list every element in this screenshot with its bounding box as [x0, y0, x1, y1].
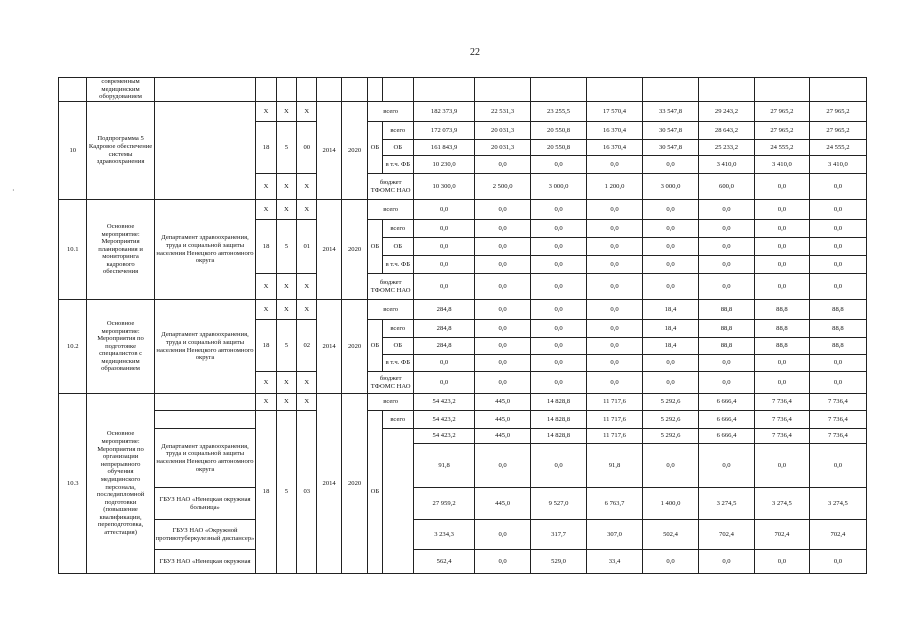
- value-cell: 25 233,2: [698, 140, 754, 156]
- value-cell: 24 555,2: [754, 140, 809, 156]
- blank-cell: [414, 78, 475, 102]
- value-cell: 27 959,2: [414, 488, 475, 520]
- value-cell: 6 763,7: [587, 488, 643, 520]
- value-cell: 7 736,4: [754, 394, 809, 411]
- value-cell: 0,0: [414, 372, 475, 394]
- value-cell: 0,0: [754, 274, 809, 300]
- x-mark: X: [297, 372, 317, 394]
- value-cell: 0,0: [754, 220, 809, 238]
- value-cell: 0,0: [698, 355, 754, 372]
- value-cell: 0,0: [475, 338, 531, 355]
- value-cell: 88,8: [754, 300, 809, 320]
- value-cell: 0,0: [531, 274, 587, 300]
- code-cell: 18: [256, 220, 276, 274]
- value-cell: 88,8: [809, 320, 866, 338]
- value-cell: 0,0: [754, 174, 809, 200]
- value-cell: 0,0: [531, 156, 587, 174]
- value-cell: 30 547,8: [643, 140, 699, 156]
- value-cell: 0,0: [475, 256, 531, 274]
- ob-label: ОБ: [368, 220, 382, 274]
- value-cell: 529,0: [531, 550, 587, 574]
- value-cell: 284,8: [414, 320, 475, 338]
- value-cell: 284,8: [414, 338, 475, 355]
- value-cell: 0,0: [643, 372, 699, 394]
- x-mark: X: [297, 394, 317, 411]
- row-number: 10.2: [59, 300, 87, 394]
- executor-cell: Департамент здравоохранения, труда и социальной защиты населения Ненецкого автономного округа: [154, 200, 256, 300]
- value-cell: 33,4: [587, 550, 643, 574]
- x-mark: X: [276, 102, 296, 122]
- value-cell: 22 531,3: [475, 102, 531, 122]
- value-cell: 3 274,5: [809, 488, 866, 520]
- value-cell: 88,8: [809, 338, 866, 355]
- blank-cell: [154, 78, 256, 102]
- value-cell: 0,0: [698, 256, 754, 274]
- x-mark: X: [276, 274, 296, 300]
- value-cell: 0,0: [754, 444, 809, 488]
- value-cell: 702,4: [809, 520, 866, 550]
- x-mark: X: [276, 174, 296, 200]
- value-cell: 0,0: [809, 274, 866, 300]
- blank-cell: [382, 429, 414, 574]
- code-cell: 5: [276, 411, 296, 574]
- value-cell: 9 527,0: [531, 488, 587, 520]
- value-cell: 14 828,8: [531, 411, 587, 429]
- value-cell: 0,0: [643, 156, 699, 174]
- value-cell: 0,0: [643, 220, 699, 238]
- value-cell: 0,0: [754, 200, 809, 220]
- code-cell: 02: [297, 320, 317, 372]
- value-cell: 0,0: [643, 550, 699, 574]
- value-cell: 0,0: [414, 256, 475, 274]
- row-number: 10: [59, 102, 87, 200]
- x-mark: X: [297, 102, 317, 122]
- x-mark: X: [297, 200, 317, 220]
- value-cell: 445,0: [475, 488, 531, 520]
- blank-cell: [754, 78, 809, 102]
- value-cell: 172 073,9: [414, 122, 475, 140]
- blank-cell: [809, 78, 866, 102]
- source-label: бюджет ТФОМС НАО: [368, 372, 414, 394]
- executor-cell: ГБУЗ НАО «Окружной противотуберкулезный диспансер»: [154, 520, 256, 550]
- value-cell: 0,0: [587, 338, 643, 355]
- value-cell: 0,0: [531, 300, 587, 320]
- x-mark: X: [276, 300, 296, 320]
- row-number: 10.3: [59, 394, 87, 574]
- value-cell: 0,0: [475, 200, 531, 220]
- value-cell: 0,0: [809, 174, 866, 200]
- value-cell: 3 410,0: [698, 156, 754, 174]
- x-mark: X: [256, 200, 276, 220]
- value-cell: 0,0: [754, 238, 809, 256]
- value-cell: 0,0: [754, 372, 809, 394]
- value-cell: 0,0: [475, 372, 531, 394]
- code-cell: 00: [297, 122, 317, 174]
- table-row: [59, 550, 867, 574]
- value-cell: 562,4: [414, 550, 475, 574]
- row-name-cell: Основное мероприятие: Мероприятия по организации непрерывного обучения медицинского персонала, последипломной подготовки (повышение квалификации, переподготовка, аттестация): [87, 394, 154, 574]
- value-cell: 0,0: [809, 444, 866, 488]
- value-cell: 0,0: [809, 372, 866, 394]
- value-cell: 0,0: [531, 220, 587, 238]
- table-row: [59, 520, 867, 550]
- value-cell: 11 717,6: [587, 394, 643, 411]
- code-cell: 18: [256, 122, 276, 174]
- executor-cell: [154, 102, 256, 200]
- code-cell: 01: [297, 220, 317, 274]
- value-cell: 3 410,0: [809, 156, 866, 174]
- value-cell: 0,0: [414, 238, 475, 256]
- value-cell: 0,0: [475, 444, 531, 488]
- code-cell: 18: [256, 411, 276, 574]
- value-cell: 0,0: [531, 444, 587, 488]
- value-cell: 0,0: [698, 372, 754, 394]
- code-cell: 5: [276, 122, 296, 174]
- blank-cell: [382, 78, 414, 102]
- value-cell: 0,0: [587, 220, 643, 238]
- year-start: 2014: [317, 102, 341, 200]
- value-cell: 0,0: [754, 550, 809, 574]
- source-label: в т.ч. ФБ: [382, 355, 414, 372]
- executor-cell: Департамент здравоохранения, труда и социальной защиты населения Ненецкого автономного округа: [154, 300, 256, 394]
- value-cell: 317,7: [531, 520, 587, 550]
- value-cell: 0,0: [414, 355, 475, 372]
- value-cell: 6 666,4: [698, 429, 754, 444]
- page-number: 22: [470, 47, 480, 58]
- value-cell: 0,0: [754, 256, 809, 274]
- value-cell: 16 370,4: [587, 122, 643, 140]
- ob-label: ОБ: [368, 411, 382, 574]
- value-cell: 11 717,6: [587, 411, 643, 429]
- value-cell: 54 423,2: [414, 411, 475, 429]
- source-label: всего: [382, 320, 414, 338]
- value-cell: 27 965,2: [754, 102, 809, 122]
- value-cell: 161 843,9: [414, 140, 475, 156]
- table-row: [59, 102, 867, 122]
- year-end: 2020: [341, 200, 367, 300]
- x-mark: X: [256, 274, 276, 300]
- blank-cell: [154, 394, 256, 411]
- value-cell: 0,0: [698, 200, 754, 220]
- value-cell: 88,8: [754, 338, 809, 355]
- blank-cell: [276, 78, 296, 102]
- value-cell: 0,0: [531, 238, 587, 256]
- x-mark: X: [297, 300, 317, 320]
- table-row: [59, 300, 867, 320]
- value-cell: 445,0: [475, 411, 531, 429]
- x-mark: X: [256, 102, 276, 122]
- value-cell: 27 965,2: [809, 122, 866, 140]
- value-cell: 18,4: [643, 320, 699, 338]
- value-cell: 0,0: [643, 200, 699, 220]
- row-name-cell: Основное мероприятие: Мероприятия планирования и мониторинга кадрового обеспечения: [87, 200, 154, 300]
- source-label: всего: [368, 102, 414, 122]
- value-cell: 7 736,4: [809, 411, 866, 429]
- blank-cell: [368, 78, 382, 102]
- value-cell: 0,0: [809, 355, 866, 372]
- ob-label: ОБ: [368, 320, 382, 372]
- value-cell: 0,0: [587, 200, 643, 220]
- x-mark: X: [276, 394, 296, 411]
- value-cell: 0,0: [698, 274, 754, 300]
- value-cell: 23 255,5: [531, 102, 587, 122]
- value-cell: 14 828,8: [531, 429, 587, 444]
- value-cell: 0,0: [698, 220, 754, 238]
- value-cell: 445,0: [475, 429, 531, 444]
- source-label: всего: [382, 411, 414, 429]
- value-cell: 14 828,8: [531, 394, 587, 411]
- x-mark: X: [276, 372, 296, 394]
- value-cell: 0,0: [587, 300, 643, 320]
- value-cell: 0,0: [414, 220, 475, 238]
- value-cell: 20 031,3: [475, 122, 531, 140]
- value-cell: 182 373,9: [414, 102, 475, 122]
- value-cell: 18,4: [643, 338, 699, 355]
- row-name-cell: Подпрограмма 5 Кадровое обеспечение системы здравоохранения: [87, 102, 154, 200]
- value-cell: 27 965,2: [754, 122, 809, 140]
- value-cell: 0,0: [809, 238, 866, 256]
- x-mark: X: [297, 274, 317, 300]
- value-cell: 30 547,8: [643, 122, 699, 140]
- value-cell: 0,0: [587, 320, 643, 338]
- value-cell: 0,0: [475, 300, 531, 320]
- value-cell: 0,0: [475, 274, 531, 300]
- value-cell: 0,0: [643, 444, 699, 488]
- year-end: 2020: [341, 102, 367, 200]
- source-label: бюджет ТФОМС НАО: [368, 274, 414, 300]
- value-cell: 0,0: [531, 355, 587, 372]
- value-cell: 3 000,0: [643, 174, 699, 200]
- table-row: [59, 411, 867, 429]
- executor-cell: ГБУЗ НАО «Ненецкая окружная больница»: [154, 488, 256, 520]
- source-label: всего: [368, 300, 414, 320]
- value-cell: 0,0: [531, 372, 587, 394]
- value-cell: 0,0: [643, 238, 699, 256]
- value-cell: 88,8: [698, 320, 754, 338]
- source-label: всего: [382, 122, 414, 140]
- row-name-cell: современным медицинским оборудованием: [87, 78, 154, 102]
- value-cell: 0,0: [587, 355, 643, 372]
- code-cell: 03: [297, 411, 317, 574]
- table-row: [59, 78, 867, 102]
- x-mark: X: [297, 174, 317, 200]
- table-row: [59, 429, 867, 444]
- value-cell: 0,0: [587, 156, 643, 174]
- value-cell: 0,0: [809, 256, 866, 274]
- source-label: ОБ: [382, 238, 414, 256]
- value-cell: 0,0: [587, 238, 643, 256]
- executor-cell: ГБУЗ НАО «Ненецкая окружная: [154, 550, 256, 574]
- value-cell: 28 643,2: [698, 122, 754, 140]
- value-cell: 0,0: [531, 320, 587, 338]
- row-number: 10.1: [59, 200, 87, 300]
- blank-cell: [154, 411, 256, 429]
- value-cell: 307,0: [587, 520, 643, 550]
- value-cell: 7 736,4: [809, 429, 866, 444]
- row-name-cell: Основное мероприятие: Мероприятия по подготовке специалистов с медицинским образованием: [87, 300, 154, 394]
- value-cell: 5 292,6: [643, 429, 699, 444]
- value-cell: 3 234,3: [414, 520, 475, 550]
- executor-cell: Департамент здравоохранения, труда и социальной защиты населения Ненецкого автономного округа: [154, 429, 256, 488]
- source-label: бюджет ТФОМС НАО: [368, 174, 414, 200]
- value-cell: 3 410,0: [754, 156, 809, 174]
- value-cell: 0,0: [475, 320, 531, 338]
- value-cell: 284,8: [414, 300, 475, 320]
- stray-mark: ·: [12, 186, 15, 195]
- value-cell: 0,0: [587, 372, 643, 394]
- value-cell: 0,0: [475, 520, 531, 550]
- value-cell: 20 550,8: [531, 140, 587, 156]
- year-start: 2014: [317, 300, 341, 394]
- x-mark: X: [276, 200, 296, 220]
- value-cell: 33 547,8: [643, 102, 699, 122]
- code-cell: 5: [276, 220, 296, 274]
- value-cell: 0,0: [698, 550, 754, 574]
- value-cell: 0,0: [475, 238, 531, 256]
- value-cell: 0,0: [698, 238, 754, 256]
- value-cell: 0,0: [643, 256, 699, 274]
- x-mark: X: [256, 174, 276, 200]
- year-start: 2014: [317, 394, 341, 574]
- value-cell: 54 423,2: [414, 394, 475, 411]
- value-cell: 0,0: [531, 338, 587, 355]
- value-cell: 11 717,6: [587, 429, 643, 444]
- value-cell: 29 243,2: [698, 102, 754, 122]
- value-cell: 0,0: [643, 274, 699, 300]
- value-cell: 91,8: [414, 444, 475, 488]
- value-cell: 0,0: [531, 256, 587, 274]
- value-cell: 0,0: [698, 444, 754, 488]
- value-cell: 6 666,4: [698, 411, 754, 429]
- table-row: [59, 200, 867, 220]
- value-cell: 0,0: [475, 220, 531, 238]
- value-cell: 7 736,4: [754, 411, 809, 429]
- value-cell: 27 965,2: [809, 102, 866, 122]
- value-cell: 702,4: [754, 520, 809, 550]
- value-cell: 10 300,0: [414, 174, 475, 200]
- value-cell: 3 000,0: [531, 174, 587, 200]
- x-mark: X: [256, 300, 276, 320]
- blank-cell: [587, 78, 643, 102]
- ob-label: ОБ: [368, 122, 382, 174]
- value-cell: 20 550,8: [531, 122, 587, 140]
- value-cell: 702,4: [698, 520, 754, 550]
- source-label: в т.ч. ФБ: [382, 156, 414, 174]
- value-cell: 0,0: [587, 274, 643, 300]
- value-cell: 88,8: [809, 300, 866, 320]
- table-row: [59, 488, 867, 520]
- blank-cell: [256, 78, 276, 102]
- value-cell: 0,0: [754, 355, 809, 372]
- source-label: всего: [368, 200, 414, 220]
- source-label: ОБ: [382, 140, 414, 156]
- value-cell: 0,0: [809, 200, 866, 220]
- value-cell: 0,0: [531, 200, 587, 220]
- value-cell: 0,0: [414, 200, 475, 220]
- value-cell: 5 292,6: [643, 411, 699, 429]
- blank-cell: [475, 78, 531, 102]
- value-cell: 17 570,4: [587, 102, 643, 122]
- x-mark: X: [256, 394, 276, 411]
- value-cell: 91,8: [587, 444, 643, 488]
- value-cell: 0,0: [475, 355, 531, 372]
- blank-cell: [297, 78, 317, 102]
- value-cell: 0,0: [643, 355, 699, 372]
- value-cell: 3 274,5: [754, 488, 809, 520]
- code-cell: 5: [276, 320, 296, 372]
- source-label: в т.ч. ФБ: [382, 256, 414, 274]
- value-cell: 54 423,2: [414, 429, 475, 444]
- value-cell: 0,0: [475, 550, 531, 574]
- value-cell: 88,8: [698, 338, 754, 355]
- value-cell: 0,0: [587, 256, 643, 274]
- value-cell: 10 230,0: [414, 156, 475, 174]
- year-end: 2020: [341, 394, 367, 574]
- budget-table: [58, 77, 867, 574]
- value-cell: 0,0: [809, 220, 866, 238]
- value-cell: 2 500,0: [475, 174, 531, 200]
- value-cell: 0,0: [475, 156, 531, 174]
- value-cell: 88,8: [698, 300, 754, 320]
- table-row: [59, 394, 867, 411]
- source-label: всего: [368, 394, 414, 411]
- value-cell: 445,0: [475, 394, 531, 411]
- value-cell: 600,0: [698, 174, 754, 200]
- value-cell: 0,0: [809, 550, 866, 574]
- value-cell: 7 736,4: [809, 394, 866, 411]
- value-cell: 5 292,6: [643, 394, 699, 411]
- blank-cell: [317, 78, 341, 102]
- x-mark: X: [256, 372, 276, 394]
- source-label: ОБ: [382, 338, 414, 355]
- blank-cell: [59, 78, 87, 102]
- code-cell: 18: [256, 320, 276, 372]
- value-cell: 6 666,4: [698, 394, 754, 411]
- value-cell: 1 400,0: [643, 488, 699, 520]
- blank-cell: [531, 78, 587, 102]
- value-cell: 16 370,4: [587, 140, 643, 156]
- value-cell: 0,0: [414, 274, 475, 300]
- year-start: 2014: [317, 200, 341, 300]
- value-cell: 3 274,5: [698, 488, 754, 520]
- source-label: всего: [382, 220, 414, 238]
- blank-cell: [643, 78, 699, 102]
- value-cell: 24 555,2: [809, 140, 866, 156]
- value-cell: 7 736,4: [754, 429, 809, 444]
- year-end: 2020: [341, 300, 367, 394]
- value-cell: 20 031,3: [475, 140, 531, 156]
- blank-cell: [698, 78, 754, 102]
- value-cell: 502,4: [643, 520, 699, 550]
- blank-cell: [341, 78, 367, 102]
- value-cell: 1 200,0: [587, 174, 643, 200]
- value-cell: 88,8: [754, 320, 809, 338]
- value-cell: 18,4: [643, 300, 699, 320]
